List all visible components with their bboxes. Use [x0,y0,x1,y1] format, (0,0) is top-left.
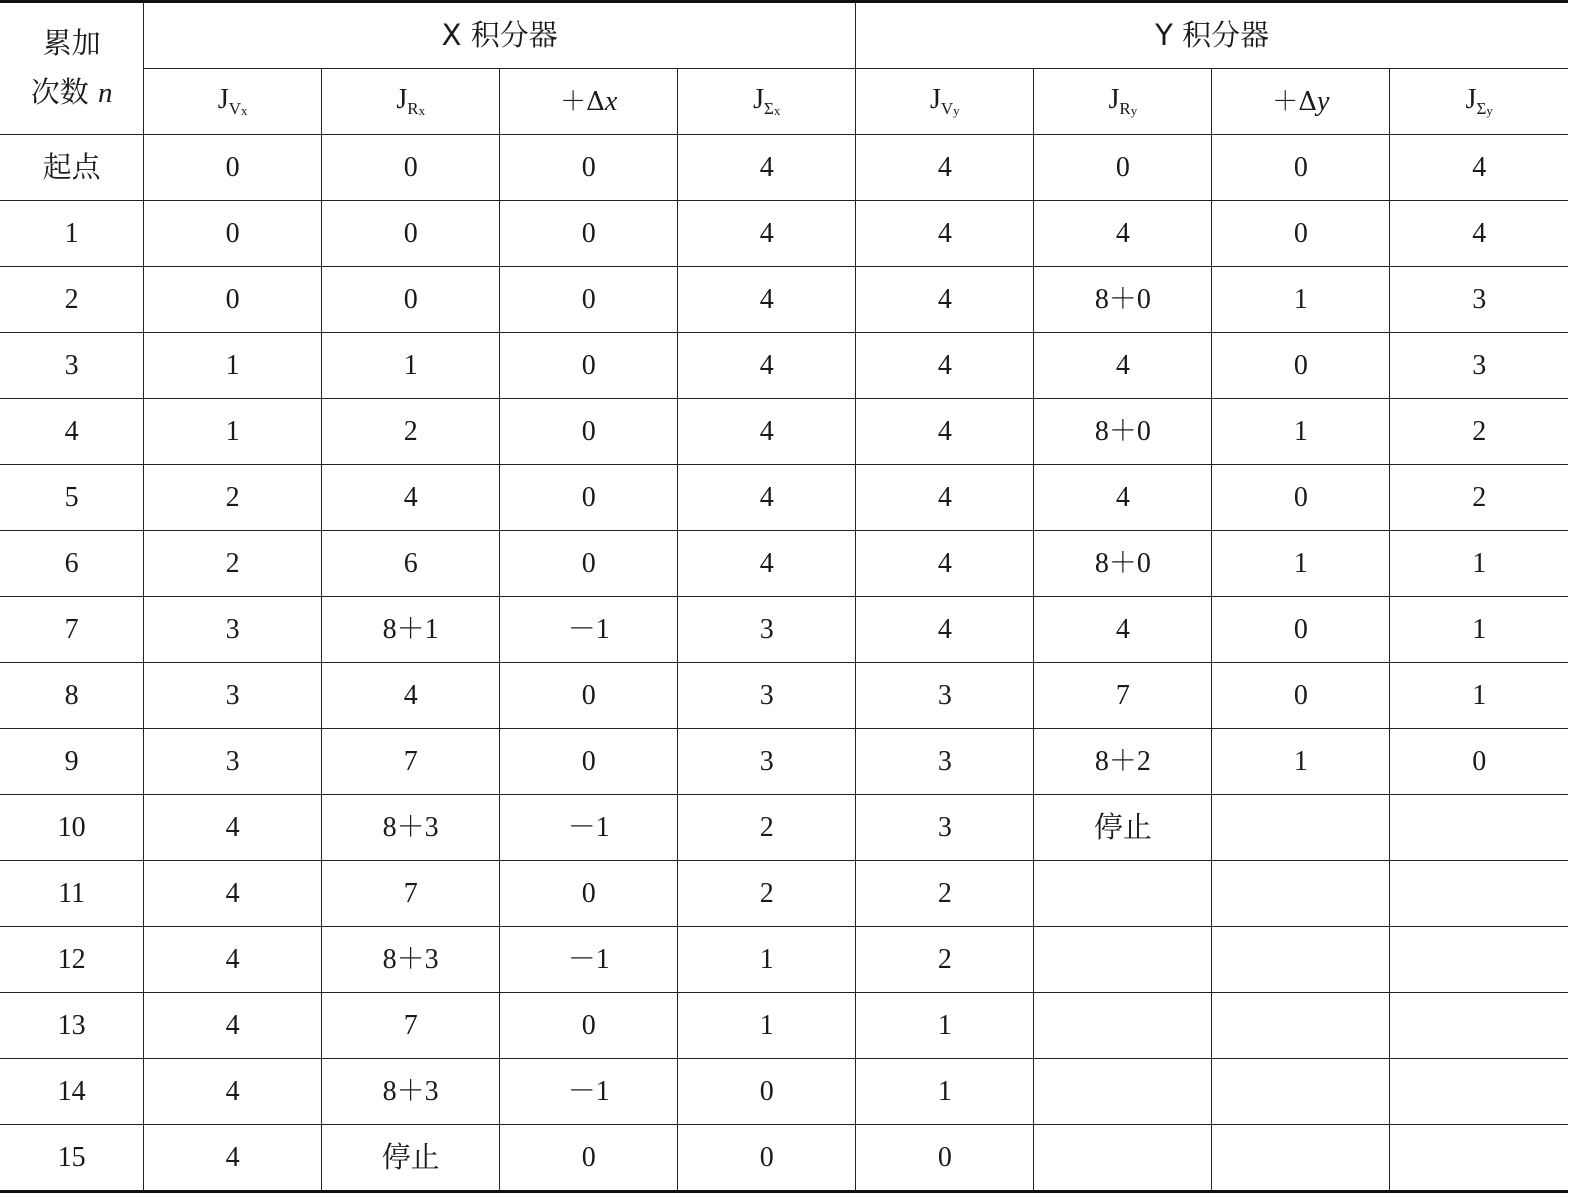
table-cell: 4 [1034,201,1212,267]
table-cell: 4 [1390,201,1568,267]
col-main: J [753,84,765,116]
table-cell: 4 [144,927,322,993]
table-cell: 1 [678,993,856,1059]
row-index-cell: 6 [0,531,144,597]
table-cell: 1 [322,333,500,399]
col-subsub: y [1486,103,1493,119]
table-cell: 3 [678,729,856,795]
table-cell [1390,795,1568,861]
table-cell: 8＋0 [1034,399,1212,465]
table-cell: －1 [500,795,678,861]
table-cell: 2 [1390,465,1568,531]
y-integrator-header: Y 积分器 [856,2,1568,69]
table-cell: 4 [678,531,856,597]
table-cell: 3 [856,729,1034,795]
table-cell: 8＋0 [1034,267,1212,333]
table-cell: 停止 [1034,795,1212,861]
table-cell: 停止 [322,1125,500,1192]
table-cell: 2 [678,795,856,861]
table-cell: 7 [322,729,500,795]
table-cell [1390,861,1568,927]
table-cell: 0 [1212,333,1390,399]
table-cell: 0 [856,1125,1034,1192]
col-sub: R [407,99,419,119]
table-cell: 0 [678,1059,856,1125]
table-cell: 0 [1212,663,1390,729]
table-cell [1034,993,1212,1059]
table-cell: 0 [500,465,678,531]
table-cell: 0 [144,267,322,333]
col-sub: Σ [1476,99,1487,119]
table-cell: 4 [144,861,322,927]
table-row [0,267,1568,333]
table-cell: 0 [1212,201,1390,267]
col-sub: R [1119,99,1131,119]
table-cell: 1 [856,993,1034,1059]
row-index-cell: 5 [0,465,144,531]
row-label-header [0,2,144,135]
col-header-jsigmax [678,69,856,135]
table-cell: 3 [1390,333,1568,399]
col-subsub: y [953,103,960,119]
table-cell: 1 [1390,531,1568,597]
table-row [0,795,1568,861]
table-cell: 0 [500,135,678,201]
table-cell: 4 [1034,597,1212,663]
table-row [0,135,1568,201]
col-header-jvx [144,69,322,135]
col-main: J [1108,84,1120,116]
col-var: x [604,85,618,117]
table-row [0,663,1568,729]
table-cell: 4 [678,135,856,201]
table-cell: 0 [1212,135,1390,201]
table-cell: 3 [144,729,322,795]
col-main: J [396,84,408,116]
table-cell: 0 [500,399,678,465]
table-cell: 1 [678,927,856,993]
table-cell: 3 [856,663,1034,729]
table-cell: 6 [322,531,500,597]
row-index-cell: 10 [0,795,144,861]
table-cell: 0 [322,135,500,201]
table-cell: 0 [500,333,678,399]
row-index-cell: 7 [0,597,144,663]
row-index-cell: 2 [0,267,144,333]
table-cell: 2 [144,465,322,531]
col-var: y [1317,85,1330,117]
row-index-cell: 4 [0,399,144,465]
table-cell: 4 [678,201,856,267]
table-cell: 7 [322,861,500,927]
table-cell [1212,927,1390,993]
table-cell: 1 [144,399,322,465]
header-row-columns [0,69,1568,135]
table-cell: 4 [322,663,500,729]
table-cell: 0 [500,861,678,927]
col-subsub: y [1130,103,1138,119]
col-header-jsigmay [1390,69,1568,135]
table-cell: －1 [500,1059,678,1125]
table-cell: 3 [144,597,322,663]
table-cell [1034,861,1212,927]
table-row [0,597,1568,663]
table-cell: 4 [1034,333,1212,399]
table-cell: 4 [856,399,1034,465]
table-cell: 3 [1390,267,1568,333]
col-header-jry [1034,69,1212,135]
col-prefix: ＋Δ [1272,86,1318,117]
table-cell: 4 [678,333,856,399]
table-header [0,2,1568,135]
table-cell: 1 [1390,663,1568,729]
table-row [0,1125,1568,1192]
row-index-cell: 12 [0,927,144,993]
x-integrator-header: X 积分器 [144,2,856,69]
table-cell: 8＋2 [1034,729,1212,795]
table-row [0,729,1568,795]
table-cell: 4 [1390,135,1568,201]
table-cell: 1 [1212,729,1390,795]
table-cell: 8＋3 [322,1059,500,1125]
table-cell: 0 [144,135,322,201]
table-row [0,333,1568,399]
table-cell: 4 [678,399,856,465]
col-sub: Σ [764,99,774,119]
table-cell: 4 [856,201,1034,267]
table-cell: 0 [1212,597,1390,663]
col-main: J [217,84,229,116]
table-row [0,1059,1568,1125]
col-subsub: x [241,103,248,119]
table-cell: 1 [144,333,322,399]
col-subsub: x [773,103,781,119]
table-cell: 3 [144,663,322,729]
table-cell: 0 [322,267,500,333]
table-cell: 4 [1034,465,1212,531]
table-cell: 2 [144,531,322,597]
table-cell: －1 [500,597,678,663]
table-cell: 3 [678,597,856,663]
table-cell: 0 [500,729,678,795]
table-cell: 2 [856,927,1034,993]
table-cell: 2 [678,861,856,927]
table-cell [1390,1125,1568,1192]
table-cell [1212,993,1390,1059]
table-cell: 4 [678,267,856,333]
table-cell: 1 [1212,399,1390,465]
row-index-cell: 13 [0,993,144,1059]
table-cell: 2 [1390,399,1568,465]
table-cell: 0 [500,993,678,1059]
table-cell [1034,1059,1212,1125]
table-row [0,201,1568,267]
table-cell: 0 [678,1125,856,1192]
table-cell [1212,1059,1390,1125]
col-header-delta-x [500,69,678,135]
table-cell: 1 [1212,267,1390,333]
table-cell: 1 [1212,531,1390,597]
table-cell: 3 [856,795,1034,861]
row-label-line2: 次数 [30,75,89,109]
table-cell [1390,927,1568,993]
col-sub: V [228,99,241,119]
table-cell [1034,1125,1212,1192]
row-index-cell: 14 [0,1059,144,1125]
table-cell [1390,993,1568,1059]
table-cell: 2 [856,861,1034,927]
table-cell: 4 [322,465,500,531]
table-cell: 4 [678,465,856,531]
table-row [0,399,1568,465]
table-row [0,993,1568,1059]
table-cell: 4 [856,267,1034,333]
table-cell: 8＋0 [1034,531,1212,597]
col-subsub: x [418,103,426,119]
col-header-delta-y [1212,69,1390,135]
table-cell: 0 [500,267,678,333]
table-cell: 3 [678,663,856,729]
table-cell [1212,861,1390,927]
row-index-cell: 9 [0,729,144,795]
col-header-jrx [322,69,500,135]
row-label-line1: 累加 [42,25,101,60]
table-cell: －1 [500,927,678,993]
table-cell: 0 [1212,465,1390,531]
table-cell: 8＋3 [322,795,500,861]
table-cell: 0 [500,201,678,267]
table-cell: 8＋1 [322,597,500,663]
table-row [0,927,1568,993]
table-cell: 4 [856,597,1034,663]
table-cell: 7 [1034,663,1212,729]
row-index-cell: 8 [0,663,144,729]
table-cell [1212,1125,1390,1192]
table-cell: 0 [1390,729,1568,795]
table-cell: 0 [500,1125,678,1192]
table-cell: 4 [144,1059,322,1125]
table-cell: 0 [144,201,322,267]
table-cell: 4 [144,1125,322,1192]
table-row [0,861,1568,927]
table-cell: 4 [856,531,1034,597]
table-cell: 4 [144,993,322,1059]
row-index-cell: 起点 [0,135,144,201]
col-sub: V [940,99,954,119]
row-label-var: n [97,77,113,109]
table-cell [1390,1059,1568,1125]
col-main: J [1465,84,1477,116]
col-prefix: ＋Δ [560,86,605,117]
table-cell: 4 [856,333,1034,399]
table-cell: 1 [1390,597,1568,663]
table-body [0,135,1568,1192]
col-main: J [929,84,941,116]
row-index-cell: 3 [0,333,144,399]
table-cell: 0 [1034,135,1212,201]
row-index-cell: 11 [0,861,144,927]
table-cell: 0 [322,201,500,267]
table-row [0,465,1568,531]
table-cell: 0 [500,531,678,597]
table-cell: 4 [856,465,1034,531]
table-row [0,531,1568,597]
table-cell [1212,795,1390,861]
table-cell: 7 [322,993,500,1059]
table-cell: 1 [856,1059,1034,1125]
table-cell: 2 [322,399,500,465]
row-index-cell: 15 [0,1125,144,1192]
table-cell: 0 [500,663,678,729]
col-header-jvy [856,69,1034,135]
row-index-cell: 1 [0,201,144,267]
table-cell: 8＋3 [322,927,500,993]
table-cell: 4 [144,795,322,861]
header-row-groups [0,2,1568,69]
table-cell [1034,927,1212,993]
table-cell: 4 [856,135,1034,201]
